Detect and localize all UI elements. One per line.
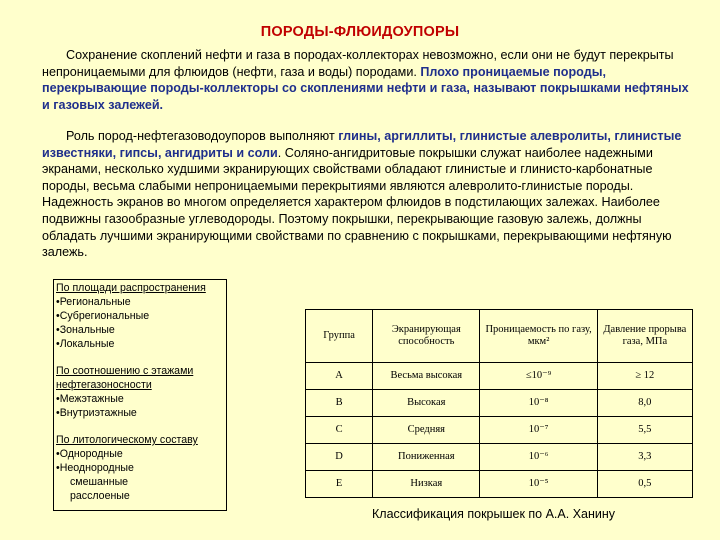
header-group: Группа <box>306 310 373 363</box>
header-pressure: Давление прорыва газа, МПа <box>597 310 692 363</box>
stages-item: •Внутриэтажные <box>56 407 137 419</box>
stages-item: •Межэтажные <box>56 393 124 405</box>
intro-highlight-text: Плохо проницаемые породы, перекрывающие породы-коллекторы со скоплениями нефти и газа, называют покрышками нефтяных и газовых залежей. <box>42 64 689 112</box>
cell-screening: Высокая <box>373 390 480 417</box>
cell-pressure: 3,3 <box>597 444 692 471</box>
cell-group: D <box>306 444 373 471</box>
area-item: •Зональные <box>56 324 115 336</box>
classification-criteria-box <box>53 279 227 511</box>
roles-plain-text-1: Роль пород-нефтегазоводоупоров выполняют <box>66 129 335 143</box>
cell-group: С <box>306 417 373 444</box>
table-row <box>306 444 693 471</box>
classification-table <box>305 309 693 498</box>
area-item: •Региональные <box>56 296 131 308</box>
cell-screening: Низкая <box>373 471 480 498</box>
table-header-row <box>306 310 693 363</box>
roles-paragraph <box>42 128 692 261</box>
cell-screening: Средняя <box>373 417 480 444</box>
roles-highlight-text: глины, аргиллиты, глинистые алевролиты, глинистые известняки, гипсы, ангидриты и соли <box>42 129 682 160</box>
lithology-subitem: расслоеные <box>70 490 130 502</box>
area-item: •Субрегиональные <box>56 310 150 322</box>
intro-paragraph <box>42 47 692 113</box>
area-item: •Локальные <box>56 338 115 350</box>
lithology-item: •Неоднородные <box>56 462 134 474</box>
lithology-subitem: смешанные <box>70 476 129 488</box>
lithology-heading: По литологическому составу <box>56 434 198 446</box>
cell-permeability: 10⁻⁸ <box>480 390 597 417</box>
cell-permeability: ≤10⁻⁹ <box>480 363 597 390</box>
cell-pressure: 8,0 <box>597 390 692 417</box>
cell-permeability: 10⁻⁶ <box>480 444 597 471</box>
table-caption: Классификация покрышек по А.А. Ханину <box>372 507 616 521</box>
area-group <box>56 281 224 351</box>
cell-screening: Пониженная <box>373 444 480 471</box>
cell-pressure: 0,5 <box>597 471 692 498</box>
stages-heading: По соотношению с этажами нефтегазоносности <box>56 365 194 391</box>
cell-pressure: ≥ 12 <box>597 363 692 390</box>
header-permeability: Проницаемость по газу, мкм² <box>480 310 597 363</box>
lithology-item: •Однородные <box>56 448 123 460</box>
roles-plain-text-2: . Соляно-ангидритовые покрышки служат наиболее надежными экранами, несколько худшими экранирующих свойствами обладают глинистые и глинисто-карбонатные породы, весьма слабыми непроницаемыми перекрытиями являются алевролито-глинистые породы. Надежность экранов во многом определяется характером флюидов в подстилающих залежах. Наиболее подвижны газообразные углеводороды. Поэтому покрышки, перекрывающие газовую залежь, должны обладать лучшими экранирующими свойствами по сравнению с покрышками, перекрывающими нефтяную залежь. <box>42 145 672 260</box>
cell-group: Е <box>306 471 373 498</box>
cell-permeability: 10⁻⁵ <box>480 471 597 498</box>
intro-plain-text: Сохранение скоплений нефти и газа в породах-коллекторах невозможно, если они не будут перекрыты непроницаемыми для флюидов (нефти, газа и воды) породами. <box>42 48 674 79</box>
header-screening: Экранирующая способность <box>373 310 480 363</box>
stages-group <box>56 364 224 420</box>
lithology-group <box>56 433 224 503</box>
table-row <box>306 390 693 417</box>
cell-group: А <box>306 363 373 390</box>
cell-screening: Весьма высокая <box>373 363 480 390</box>
table-row <box>306 471 693 498</box>
table-row <box>306 417 693 444</box>
cell-permeability: 10⁻⁷ <box>480 417 597 444</box>
cell-group: В <box>306 390 373 417</box>
area-heading: По площади распространения <box>56 282 206 294</box>
table-row <box>306 363 693 390</box>
page-title: ПОРОДЫ-ФЛЮИДОУПОРЫ <box>260 24 460 40</box>
cell-pressure: 5,5 <box>597 417 692 444</box>
